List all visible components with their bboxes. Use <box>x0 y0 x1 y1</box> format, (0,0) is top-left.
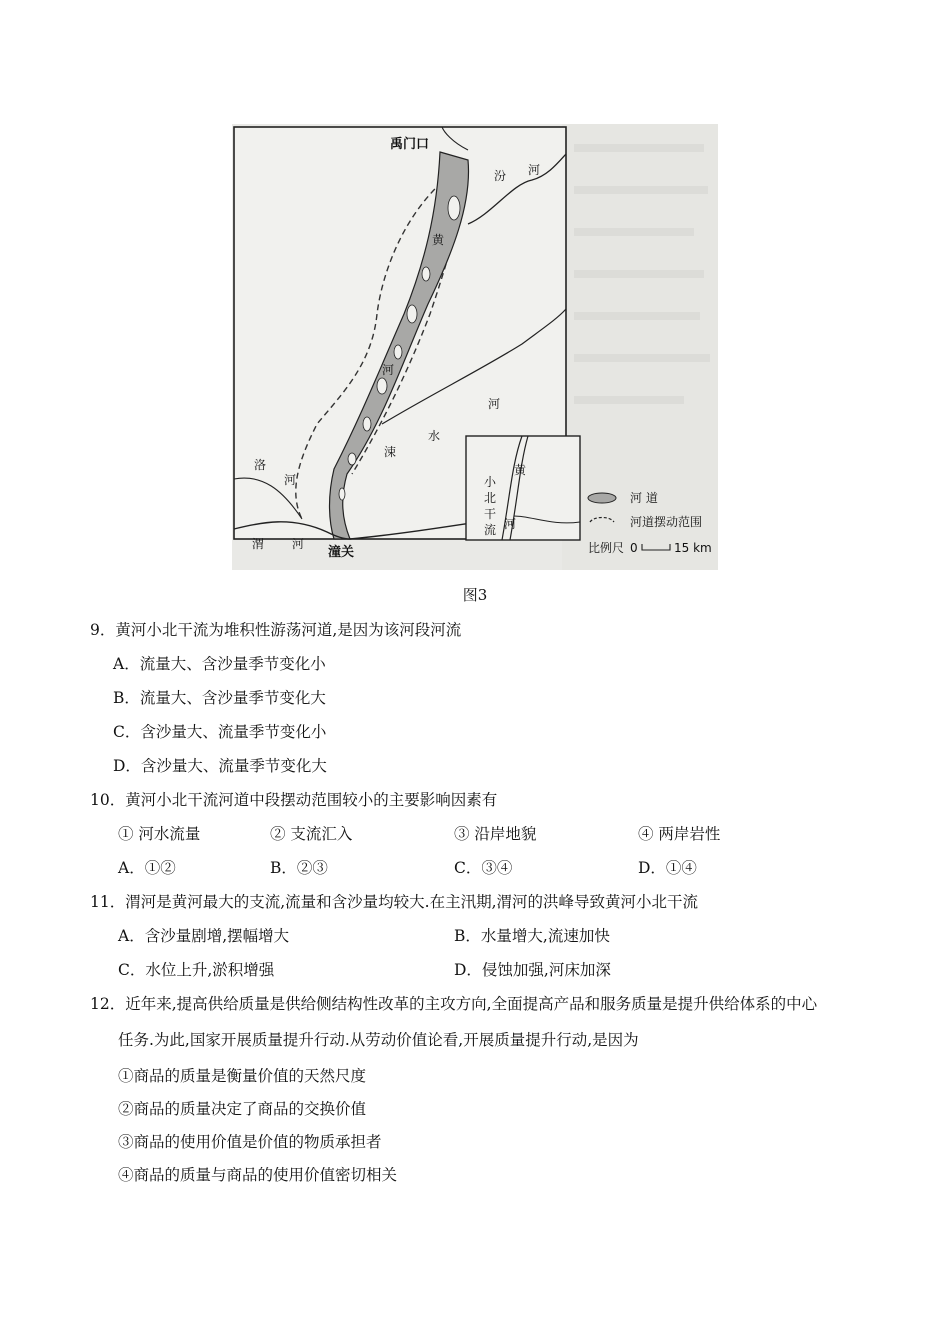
label-shui: 水 <box>428 429 441 443</box>
scale-label: 比例尺 <box>588 541 625 555</box>
q9-option-d[interactable]: D．含沙量大、流量季节变化大 <box>113 757 327 775</box>
question-10-stem: 10．黄河小北干流河道中段摆动范围较小的主要影响因素有 <box>90 791 498 809</box>
q11-option-b[interactable]: B．水量增大,流速加快 <box>454 927 610 945</box>
q10-item-1: ① 河水流量 <box>118 825 201 843</box>
question-11-stem: 11．渭河是黄河最大的支流,流量和含沙量均较大.在主汛期,渭河的洪峰导致黄河小北干流 <box>90 893 699 911</box>
q9-option-a[interactable]: A．流量大、含沙量季节变化小 <box>113 655 326 673</box>
label-luo-he: 河 <box>284 473 297 487</box>
label-he-su: 河 <box>488 397 501 411</box>
q12-item-3: ③商品的使用价值是价值的物质承担者 <box>118 1133 382 1151</box>
q10-option-d[interactable]: D．①④ <box>638 859 697 877</box>
inset-label-he: 河 <box>504 517 517 531</box>
label-yumenkou: 禹门口 <box>390 137 430 152</box>
scale-distance: 15 km <box>674 541 712 555</box>
q9-option-c[interactable]: C．含沙量大、流量季节变化小 <box>113 723 327 741</box>
label-tongguan: 潼关 <box>328 545 355 560</box>
q10-option-a[interactable]: A．①② <box>118 859 176 877</box>
q11-option-a[interactable]: A．含沙量剧增,摆幅增大 <box>118 927 290 945</box>
label-huang: 黄 <box>432 233 445 247</box>
label-fen-1: 汾 <box>494 169 507 183</box>
map-figure <box>232 124 718 570</box>
inset-label-xiao: 小 <box>484 475 497 489</box>
label-fen-2: 河 <box>528 163 541 177</box>
q10-item-4: ④ 两岸岩性 <box>638 825 721 843</box>
scale-zero: 0 <box>630 541 638 555</box>
q10-item-2: ② 支流汇入 <box>270 825 353 843</box>
q9-option-b[interactable]: B．流量大、含沙量季节变化大 <box>113 689 326 707</box>
legend-channel-symbol <box>588 493 616 503</box>
label-he-main: 河 <box>382 363 395 377</box>
legend-swing-label: 河道摆动范围 <box>630 515 703 529</box>
inset-map <box>466 436 580 540</box>
q10-item-3: ③ 沿岸地貌 <box>454 825 537 843</box>
label-luo: 洛 <box>254 458 267 472</box>
inset-label-huang: 黄 <box>514 463 527 477</box>
q12-item-2: ②商品的质量决定了商品的交换价值 <box>118 1100 367 1118</box>
question-12-stem-line-2: 任务.为此,国家开展质量提升行动.从劳动价值论看,开展质量提升行动,是因为 <box>118 1031 639 1049</box>
figure-caption: 图3 <box>462 586 488 604</box>
question-12-stem-line-1: 12．近年来,提高供给质量是供给侧结构性改革的主攻方向,全面提高产品和服务质量是提升供给体系的中心 <box>90 995 818 1013</box>
inset-label-gan: 干 <box>484 507 497 521</box>
map-svg <box>232 124 718 570</box>
q12-item-1: ①商品的质量是衡量价值的天然尺度 <box>118 1067 367 1085</box>
inset-label-bei: 北 <box>484 491 497 505</box>
q10-option-c[interactable]: C．③④ <box>454 859 513 877</box>
question-9-stem: 9．黄河小北干流为堆积性游荡河道,是因为该河段河流 <box>90 621 462 639</box>
q10-option-b[interactable]: B．②③ <box>270 859 328 877</box>
q11-option-d[interactable]: D．侵蚀加强,河床加深 <box>454 961 611 979</box>
legend-channel-label: 河 道 <box>630 491 658 505</box>
q11-option-c[interactable]: C．水位上升,淤积增强 <box>118 961 275 979</box>
label-wei: 渭 <box>252 537 265 551</box>
label-su: 涑 <box>384 445 397 459</box>
q12-item-4: ④商品的质量与商品的使用价值密切相关 <box>118 1166 398 1184</box>
inset-label-liu: 流 <box>484 523 497 537</box>
label-wei-he: 河 <box>292 537 305 551</box>
